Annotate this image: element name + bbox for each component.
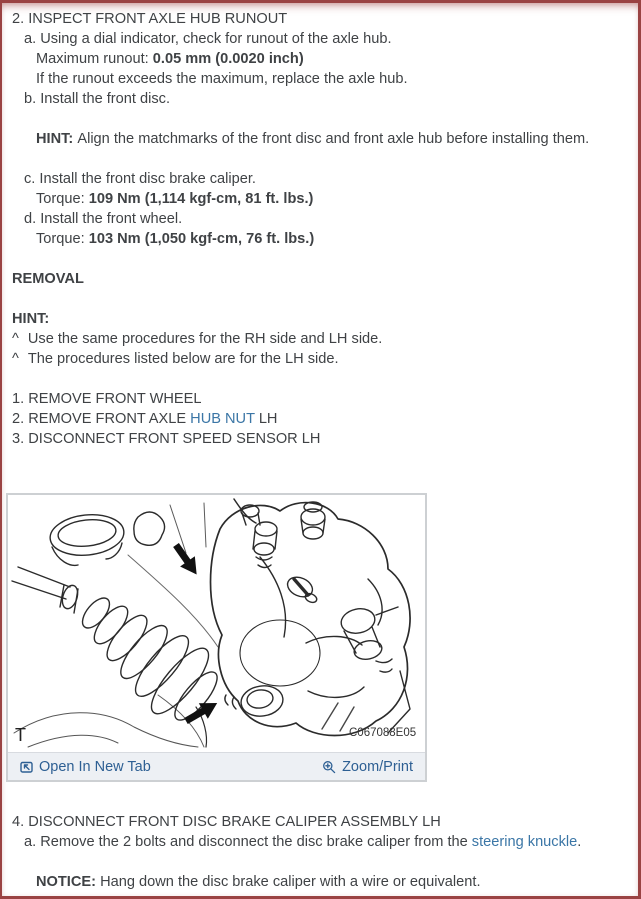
zoom-print-link[interactable] — [322, 759, 413, 775]
max-runout-value: 0.05 mm (0.0020 inch) — [152, 51, 304, 67]
inspect-torque-d — [2, 229, 638, 249]
open-in-new-tab-label: Open In New Tab — [39, 758, 151, 775]
external-link-icon — [20, 760, 33, 773]
inspect-title: 2. INSPECT FRONT AXLE HUB RUNOUT — [12, 11, 288, 27]
step-a-prefix: a. Remove the 2 bolts and disconnect the disc brake caliper from the — [24, 834, 472, 850]
removal-step-3: 3. DISCONNECT FRONT SPEED SENSOR LH — [12, 431, 321, 447]
hint-bullet: ^ — [12, 351, 19, 367]
inspect-max-runout — [2, 49, 638, 69]
inspect-torque-c — [2, 189, 638, 209]
disconnect-step-a — [2, 832, 638, 852]
removal-hint-item — [2, 329, 638, 349]
open-in-new-tab-link[interactable] — [20, 759, 151, 775]
figure-corner-letter: T — [15, 725, 26, 745]
inspect-exceed-note: If the runout exceeds the maximum, replace the axle hub. — [36, 71, 408, 87]
inspect-step-c: c. Install the front disc brake caliper. — [24, 171, 256, 187]
hint-item-text: The procedures listed below are for the LH side. — [27, 351, 339, 367]
pointer-arrows — [169, 540, 222, 729]
torque-c-label: Torque: — [36, 191, 89, 207]
notice-label: NOTICE: — [36, 874, 101, 890]
spacer — [2, 369, 638, 389]
removal-hint-item — [2, 349, 638, 369]
disconnect-title: 4. DISCONNECT FRONT DISC BRAKE CALIPER ASSEMBLY LH — [12, 814, 441, 830]
hint-label: HINT: — [36, 131, 78, 147]
removal-step-1: 1. REMOVE FRONT WHEEL — [12, 391, 202, 407]
step-2-suffix: LH — [254, 411, 278, 427]
inspect-hint — [2, 129, 638, 149]
removal-title: REMOVAL — [12, 271, 84, 287]
spacer — [2, 249, 638, 269]
zoom-print-label: Zoom/Print — [342, 758, 413, 775]
notice-text: Hang down the disc brake caliper with a wire or equivalent. — [100, 874, 481, 890]
caliper-axle-illustration — [8, 495, 425, 750]
magnifier-plus-icon — [322, 760, 336, 774]
figure-toolbar — [8, 752, 425, 780]
steering-knuckle-link[interactable]: steering knuckle — [471, 834, 578, 850]
removal-hint-label: HINT: — [12, 311, 50, 327]
spacer — [2, 289, 638, 309]
hint-item-text: Use the same procedures for the RH side and LH side. — [27, 331, 383, 347]
removal-step-2 — [2, 409, 638, 429]
hint-bullet: ^ — [12, 331, 19, 347]
figure-code: C067088E05 — [349, 727, 417, 739]
spacer — [2, 852, 638, 872]
hub-nut-link[interactable]: HUB NUT — [190, 411, 255, 427]
step-2-prefix: 2. REMOVE FRONT AXLE — [12, 411, 191, 427]
hint-text: Align the matchmarks of the front disc and front axle hub before installing them. — [77, 131, 590, 147]
spacer — [2, 109, 638, 129]
max-runout-label: Maximum runout: — [36, 51, 153, 67]
figure-panel — [6, 493, 427, 782]
disconnect-notice — [2, 872, 638, 892]
spacer — [2, 149, 638, 169]
step-a-suffix: . — [577, 834, 582, 850]
inspect-step-a: a. Using a dial indicator, check for runout of the axle hub. — [24, 31, 392, 47]
torque-d-label: Torque: — [36, 231, 89, 247]
inspect-step-d: d. Install the front wheel. — [24, 211, 183, 227]
torque-c-value: 109 Nm (1,114 kgf-cm, 81 ft. lbs.) — [88, 191, 314, 207]
figure-image — [8, 495, 425, 752]
torque-d-value: 103 Nm (1,050 kgf-cm, 76 ft. lbs.) — [88, 231, 315, 247]
inspect-step-b: b. Install the front disc. — [24, 91, 171, 107]
